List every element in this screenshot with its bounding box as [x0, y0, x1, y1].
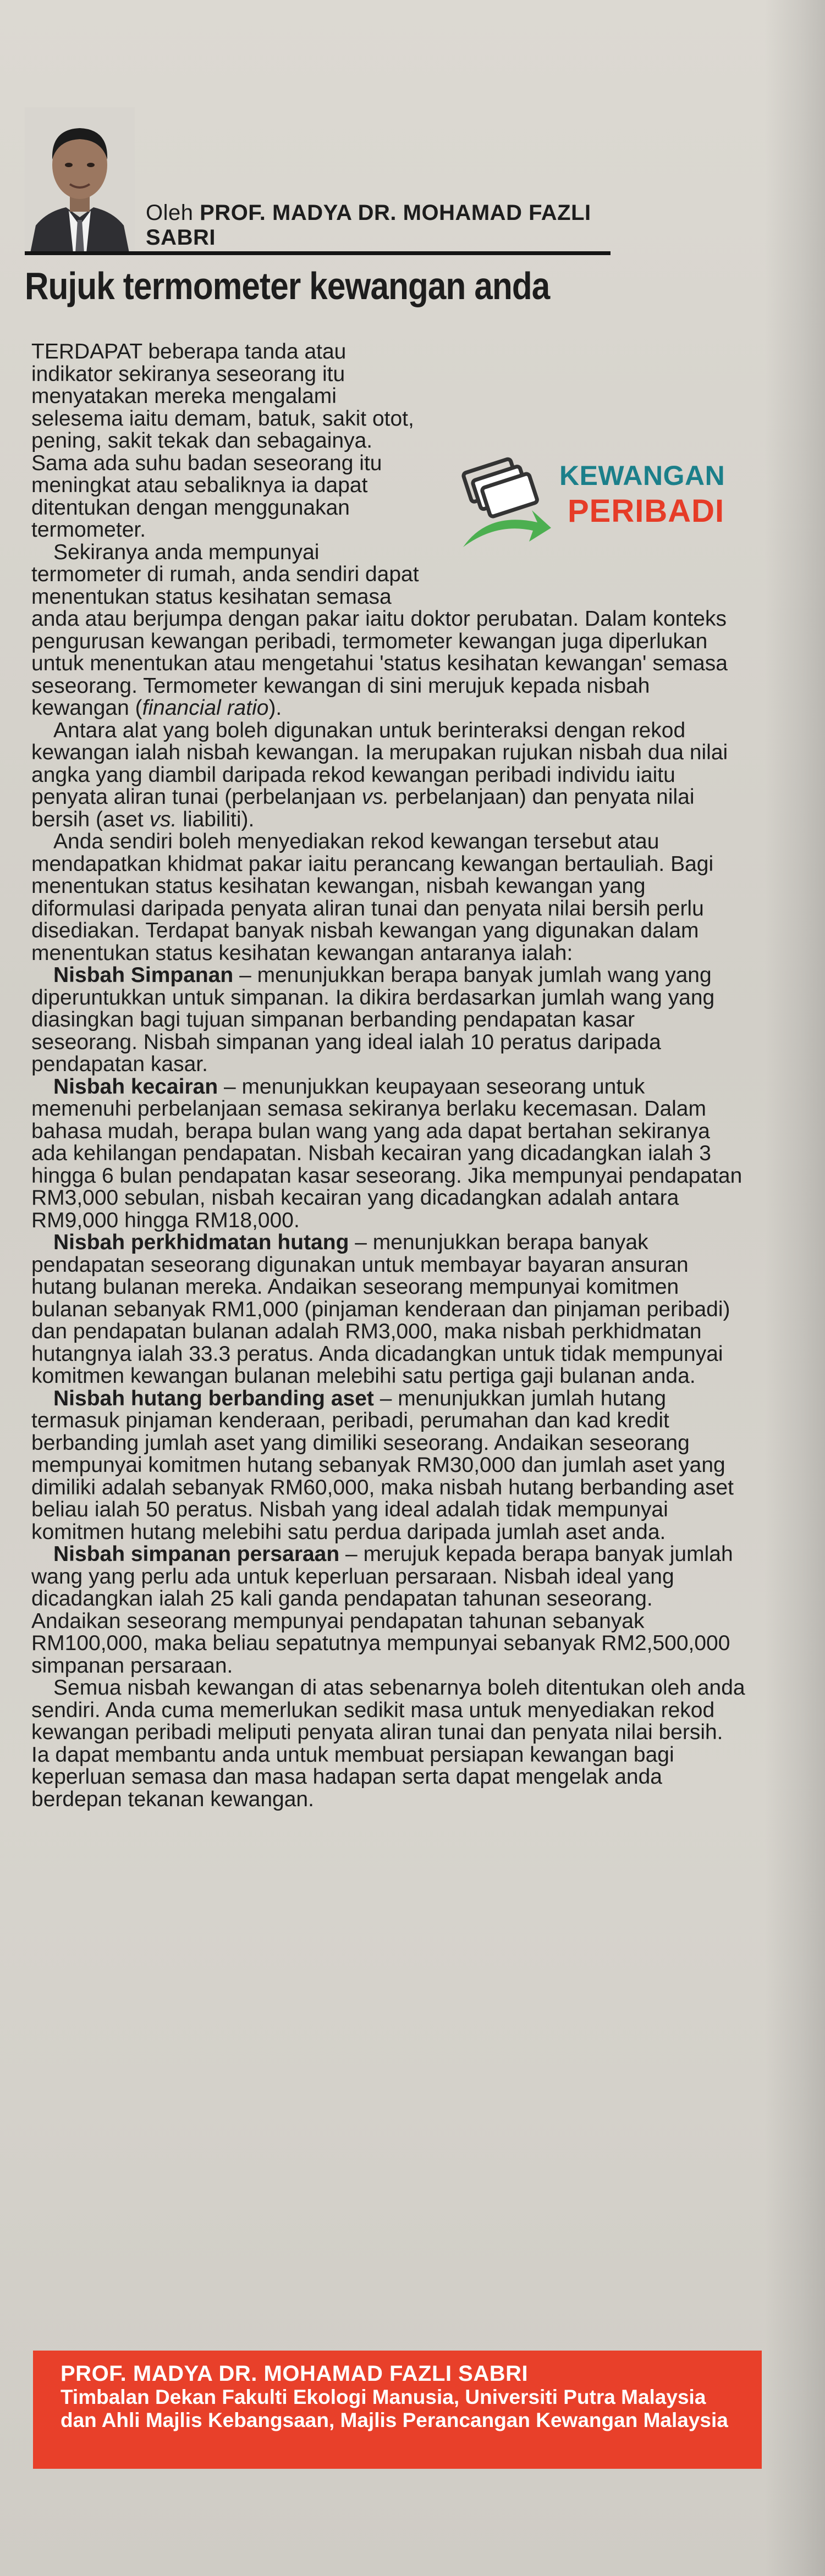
ratio-title: Nisbah simpanan persaraan	[53, 1542, 340, 1566]
ratio-title: Nisbah hutang berbanding aset	[53, 1386, 374, 1410]
author-photo	[25, 107, 135, 253]
paragraph: Antara alat yang boleh digunakan untuk berinteraksi dengan rekod kewangan ialah nisbah kewangan. Ia merupakan rujukan nisbah dua nilai angka yang diambil daripada rekod kewangan peribadi individu iaitu penyata aliran tunai (perbelanjaan vs. perbelanjaan) dan penyata nilai bersih (aset vs. liabiliti).	[31, 718, 728, 831]
paragraph: TERDAPAT beberapa tanda atau indikator sekiranya seseorang itu menyatakan mereka mengalami selesema iaitu demam, batuk, sakit otot, pening, sakit tekak dan sebagainya. Sama ada suhu badan seseorang itu meningkat atau sebaliknya ia dapat ditentukan dengan menggunakan termometer.	[31, 340, 414, 542]
headline: Rujuk termometer kewangan anda	[25, 264, 550, 307]
byline-divider	[25, 251, 610, 255]
author-info-box	[33, 2351, 762, 2469]
footer-author-name: PROF. MADYA DR. MOHAMAD FAZLI SABRI	[61, 2362, 529, 2386]
kewangan-peribadi-logo	[449, 423, 735, 588]
ratio-item: Nisbah kecairan – menunjukkan keupayaan seseorang untuk memenuhi perbelanjaan semasa sekiranya berlaku kecemasan. Dalam bahasa mudah, berapa bulan wang yang ada dapat bertahan sekiranya ada kehilangan pendapatan. Nisbah kecairan yang dicadangkan ialah 3 hingga 6 bulan pendapatan kasar seseorang. Jika mempunyai pendapatan RM3,000 sebulan, nisbah kecairan yang dicadangkan adalah antara RM9,000 hingga RM18,000.	[31, 1074, 743, 1232]
logo-line-peribadi: PERIBADI	[568, 493, 725, 529]
money-arrow-icon	[455, 445, 551, 555]
paragraph: Anda sendiri boleh menyediakan rekod kewangan tersebut atau mendapatkan khidmat pakar iaitu perancang kewangan bertauliah. Bagi menentukan status kesihatan kewangan, nisbah kewangan yang diformulasi daripada penyata aliran tunai dan penyata nilai bersih perlu disediakan. Terdapat banyak nisbah kewangan yang digunakan dalam menentukan status kesihatan kewangan antaranya ialah:	[31, 830, 714, 965]
footer-author-title: Timbalan Dekan Fakulti Ekologi Manusia, Universiti Putra Malaysia dan Ahli Majlis Kebangsaan, Majlis Perancangan Kewangan Malaysia	[61, 2386, 728, 2431]
ratio-item: Nisbah hutang berbanding aset – menunjukkan jumlah hutang termasuk pinjaman kenderaan, peribadi, perumahan dan kad kredit berbanding jumlah aset yang dimiliki seseorang. Andaikan seseorang mempunyai komitmen hutang sebanyak RM30,000 dan jumlah aset yang dimiliki adalah sebanyak RM60,000, maka nisbah hutang berbanding aset beliau ialah 50 peratus. Nisbah yang ideal adalah tidak mempunyai komitmen hutang melebihi satu perdua daripada jumlah aset anda.	[31, 1386, 734, 1544]
paragraph: Sekiranya anda mempunyai termometer di rumah, anda sendiri dapat menentukan status kesihatan semasa anda atau berjumpa dengan pakar iaitu doktor perubatan. Dalam konteks pengurusan kewangan peribadi, termometer kewangan juga diperlukan untuk menentukan atau mengetahui 'status kesihatan kewangan' semasa seseorang. Termometer kewangan di sini merujuk kepada nisbah kewangan (financial ratio).	[31, 540, 728, 720]
byline	[25, 107, 610, 256]
byline-text	[146, 201, 610, 250]
paragraph: Semua nisbah kewangan di atas sebenarnya boleh ditentukan oleh anda sendiri. Anda cuma memerlukan sedikit masa untuk menyediakan rekod kewangan peribadi meliputi penyata aliran tunai dan penyata nilai bersih. Ia dapat membantu anda untuk membuat persiapan kewangan bagi keperluan semasa dan masa hadapan serta dapat mengelak anda berdepan tekanan kewangan.	[31, 1676, 745, 1811]
ratio-item: Nisbah perkhidmatan hutang – menunjukkan berapa banyak pendapatan seseorang digunakan untuk membayar bayaran ansuran hutang bulanan mereka. Andaikan seseorang mempunyai komitmen bulanan sebanyak RM1,000 (pinjaman kenderaan dan pinjaman peribadi) dan pendapatan bulanan adalah RM3,000, maka nisbah perkhidmatan hutangnya ialah 33.3 peratus. Anda dicadangkan untuk tidak mempunyai komitmen kewangan bulanan melebihi satu pertiga gaji bulanan anda.	[31, 1231, 730, 1388]
adjacent-page-bleed	[765, 0, 825, 2576]
logo-line-kewangan: KEWANGAN	[559, 460, 725, 491]
ratio-item: Nisbah simpanan persaraan – merujuk kepada berapa banyak jumlah wang yang perlu ada untuk keperluan persaraan. Nisbah ideal yang dicadangkan ialah 25 kali ganda pendapatan tahunan seseorang. Andaikan seseorang mempunyai pendapatan tahunan sebanyak RM100,000, maka beliau sepatutnya mempunyai sebanyak RM2,500,000 simpanan persaraan.	[31, 1542, 733, 1678]
ratio-title: Nisbah kecairan	[53, 1074, 218, 1099]
article-body	[31, 341, 746, 1811]
ratio-title: Nisbah perkhidmatan hutang	[53, 1231, 349, 1254]
byline-prefix: Oleh	[146, 201, 194, 225]
byline-author: PROF. MADYA DR. MOHAMAD FAZLI SABRI	[146, 201, 591, 250]
ratio-title: Nisbah Simpanan	[53, 963, 234, 987]
ratio-item: Nisbah Simpanan – menunjukkan berapa banyak jumlah wang yang diperuntukkan untuk simpanan. Ia dikira berdasarkan jumlah wang yang diasingkan bagi tujuan simpanan berbanding pendapatan kasar seseorang. Nisbah simpanan yang ideal ialah 10 peratus daripada pendapatan kasar.	[31, 963, 715, 1076]
